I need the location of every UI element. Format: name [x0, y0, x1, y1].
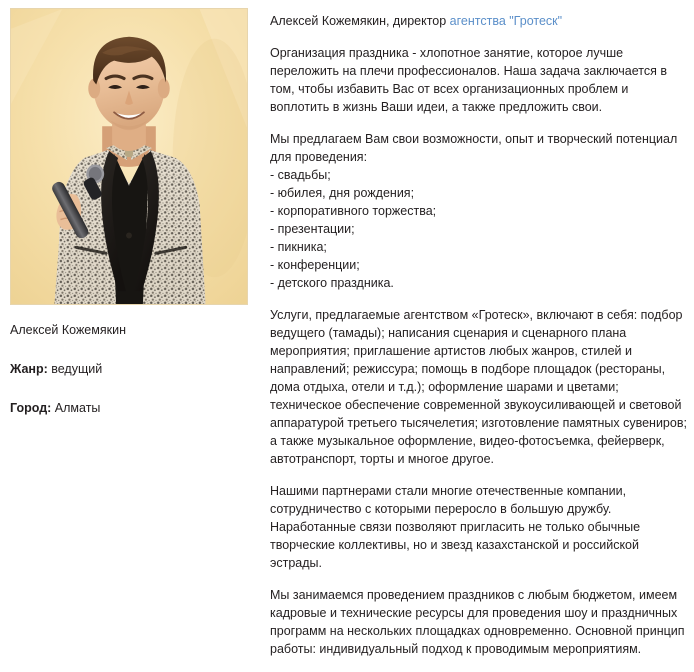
performer-photo	[10, 8, 248, 305]
list-item: - корпоративного торжества;	[270, 204, 437, 218]
list-item: - презентации;	[270, 222, 355, 236]
list-item: - юбилея, дня рождения;	[270, 186, 415, 200]
byline-prefix: Алексей Кожемякин, директор	[270, 14, 450, 28]
portrait-illustration	[11, 9, 247, 304]
performer-genre	[10, 361, 254, 377]
genre-label: Жанр:	[10, 362, 48, 376]
photo-image	[11, 9, 247, 304]
list-item: - детского праздника.	[270, 276, 394, 290]
performer-city	[10, 400, 254, 416]
article-content	[270, 12, 688, 672]
offer-block	[270, 130, 688, 292]
performer-name: Алексей Кожемякин	[10, 323, 126, 337]
offer-list	[270, 166, 688, 292]
genre-value: ведущий	[51, 362, 103, 376]
partners-paragraph: Нашими партнерами стали многие отечественные компании, сотрудничество с которыми переросло в большую дружбу. Наработанные связи позволяют пригласить не только обычные творческие коллективы, но и звезд казахстанской и российской эстрады.	[270, 484, 641, 570]
services-paragraph: Услуги, предлагаемые агентством «Гротеск», включают в себя: подбор ведущего (тамады); написания сценария и сценарного плана мероприятия; приглашение артистов любых жанров, стилей и направлений; режиссура; помощь в подборе площадок (рестораны, дома отдыха, отели и т.д.); оформление шарами и цветами; техническое обеспечение современной звукоусиливающей и световой аппаратурой третьего тысячелетия; изготовление памятных сувениров; а также музыкальное оформление, видео-фотосъемка, фейерверк, автотранспорт, торты и многое другое.	[270, 308, 687, 466]
city-value: Алматы	[54, 401, 101, 415]
intro-paragraph: Организация праздника - хлопотное занятие, которое лучше переложить на плечи профессионалов. Наша задача заключается в том, чтобы избавить Вас от всех организационных проблем и воплотить в жизнь Ваши идеи, а также предложить свои.	[270, 46, 668, 114]
city-label: Город:	[10, 401, 52, 415]
budget-paragraph: Мы занимаемся проведением праздников с любым бюджетом, имеем кадровые и технические ресурсы для проведения шоу и праздничных программ на нескольких площадках одновременно. Основной принцип работы: индивидуальный подход к проводимым мероприятиям.	[270, 588, 685, 656]
article-byline	[270, 12, 688, 30]
profile-sidebar	[0, 0, 264, 620]
list-item: - свадьбы;	[270, 168, 331, 182]
agency-link[interactable]: агентства "Гротеск"	[449, 14, 563, 28]
list-item: - пикника;	[270, 240, 327, 254]
offer-intro: Мы предлагаем Вам свои возможности, опыт и творческий потенциал для проведения:	[270, 132, 678, 164]
performer-meta	[10, 322, 254, 416]
list-item: - конференции;	[270, 258, 360, 272]
